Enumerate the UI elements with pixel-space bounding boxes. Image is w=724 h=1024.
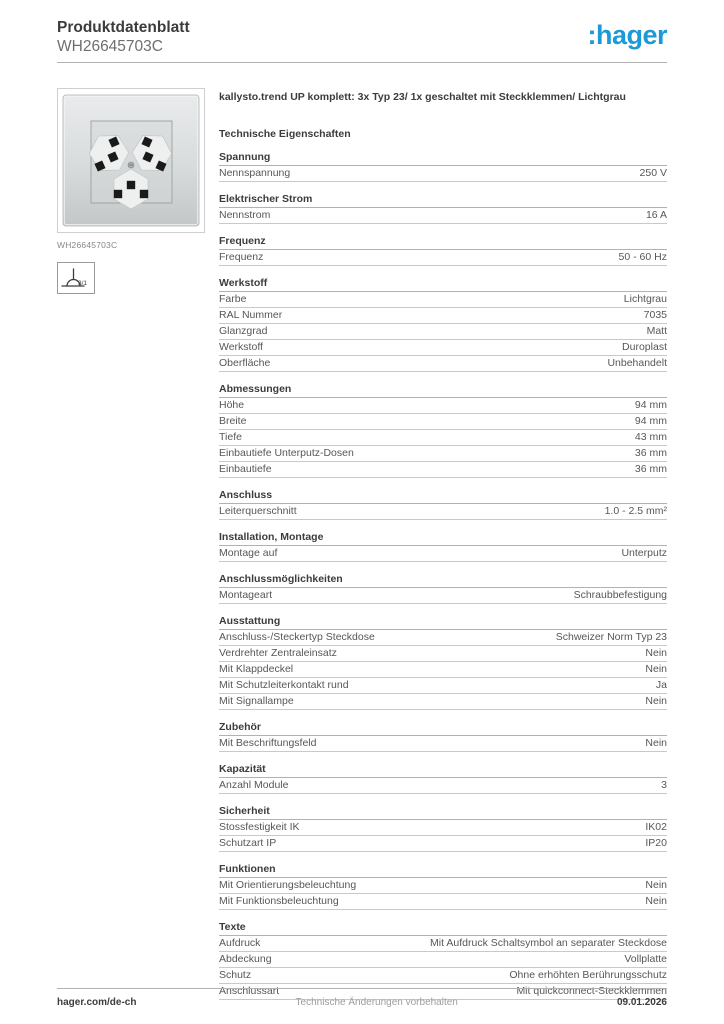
spec-section xyxy=(219,615,667,710)
spec-section xyxy=(219,573,667,604)
spec-row xyxy=(219,968,667,984)
spec-label: Mit Signallampe xyxy=(219,695,294,707)
spec-label: Mit Schutzleiterkontakt rund xyxy=(219,679,349,691)
spec-label: Anschlussart xyxy=(219,985,280,997)
spec-label: Aufdruck xyxy=(219,937,261,949)
spec-value: Vollplatte xyxy=(624,953,667,965)
spec-row xyxy=(219,340,667,356)
tech-properties-heading: Technische Eigenschaften xyxy=(219,128,351,140)
spec-value: IK02 xyxy=(645,821,667,833)
spec-value: 94 mm xyxy=(634,415,667,427)
spec-label: Tiefe xyxy=(219,431,242,443)
spec-label: Glanzgrad xyxy=(219,325,268,337)
spec-row xyxy=(219,398,667,414)
footer-disclaimer: Technische Änderungen vorbehalten xyxy=(295,997,458,1008)
hager-logo: :hager xyxy=(587,20,667,50)
spec-row xyxy=(219,778,667,794)
spec-label: Schutzart IP xyxy=(219,837,277,849)
spec-row xyxy=(219,678,667,694)
spec-value: Unbehandelt xyxy=(607,357,667,369)
footer-website-link[interactable]: hager.com/de-ch xyxy=(57,997,137,1008)
spec-value: 36 mm xyxy=(634,447,667,459)
section-heading: Kapazität xyxy=(219,763,667,778)
spec-label: Leiterquerschnitt xyxy=(219,505,297,517)
spec-row xyxy=(219,504,667,520)
section-heading: Abmessungen xyxy=(219,383,667,398)
left-column xyxy=(57,88,205,1000)
section-heading: Installation, Montage xyxy=(219,531,667,546)
section-heading: Anschlussmöglichkeiten xyxy=(219,573,667,588)
spec-section xyxy=(219,863,667,910)
spec-row xyxy=(219,630,667,646)
product-photo xyxy=(57,88,205,233)
spec-section xyxy=(219,235,667,266)
spec-label: Farbe xyxy=(219,293,247,305)
spec-label: Oberfläche xyxy=(219,357,271,369)
spec-label: Mit Funktionsbeleuchtung xyxy=(219,895,339,907)
section-heading: Texte xyxy=(219,921,667,936)
spec-row xyxy=(219,836,667,852)
footer-date: 09.01.2026 xyxy=(616,997,667,1008)
spec-value: 1.0 - 2.5 mm² xyxy=(604,505,667,517)
spec-section xyxy=(219,277,667,372)
spec-section xyxy=(219,805,667,852)
spec-value: Nein xyxy=(645,879,667,891)
section-heading: Anschluss xyxy=(219,489,667,504)
spec-label: Nennstrom xyxy=(219,209,271,221)
spec-value: Mit quickconnect-Steckklemmen xyxy=(516,985,667,997)
content-area xyxy=(0,88,724,1000)
spec-value: 3 xyxy=(661,779,667,791)
spec-value: Lichtgrau xyxy=(623,293,667,305)
spec-row xyxy=(219,736,667,752)
spec-row xyxy=(219,546,667,562)
spec-label: Montageart xyxy=(219,589,273,601)
spec-label: Frequenz xyxy=(219,251,264,263)
spec-label: Anzahl Module xyxy=(219,779,289,791)
spec-value: Matt xyxy=(646,325,667,337)
spec-value: Nein xyxy=(645,647,667,659)
spec-value: Schraubbefestigung xyxy=(573,589,667,601)
section-heading: Spannung xyxy=(219,151,667,166)
socket-product-image xyxy=(58,89,204,232)
main-column xyxy=(219,88,667,1000)
spec-section xyxy=(219,383,667,478)
document-type-title: Produktdatenblatt xyxy=(57,19,190,36)
spec-label: Stossfestigkeit IK xyxy=(219,821,300,833)
spec-value: Nein xyxy=(645,895,667,907)
spec-value: Mit Aufdruck Schaltsymbol an separater Steckdose xyxy=(430,937,667,949)
spec-row xyxy=(219,356,667,372)
spec-label: Mit Klappdeckel xyxy=(219,663,294,675)
spec-row xyxy=(219,446,667,462)
spec-section xyxy=(219,763,667,794)
page-header xyxy=(0,0,724,63)
section-heading: Funktionen xyxy=(219,863,667,878)
spec-label: Schutz xyxy=(219,969,252,981)
spec-row xyxy=(219,292,667,308)
header-title-block xyxy=(57,18,190,56)
spec-value: 50 - 60 Hz xyxy=(618,251,667,263)
product-title: kallysto.trend UP komplett: 3x Typ 23/ 1x geschaltet mit Steckklemmen/ Lichtgrau xyxy=(219,91,626,103)
spec-label: Montage auf xyxy=(219,547,278,559)
spec-section xyxy=(219,721,667,752)
spec-value: 7035 xyxy=(643,309,667,321)
spec-label: Anschluss-/Steckertyp Steckdose xyxy=(219,631,375,643)
page-footer xyxy=(57,985,667,1024)
spec-row xyxy=(219,324,667,340)
spec-value: 43 mm xyxy=(634,431,667,443)
spec-section xyxy=(219,531,667,562)
spec-value: Nein xyxy=(645,737,667,749)
spec-value: Unterputz xyxy=(621,547,667,559)
spec-row xyxy=(219,894,667,910)
spec-value: 94 mm xyxy=(634,399,667,411)
spec-row xyxy=(219,430,667,446)
section-heading: Sicherheit xyxy=(219,805,667,820)
spec-sections xyxy=(219,151,667,1000)
section-heading: Frequenz xyxy=(219,235,667,250)
section-heading: Zubehör xyxy=(219,721,667,736)
spec-row xyxy=(219,462,667,478)
spec-row xyxy=(219,646,667,662)
spec-row xyxy=(219,662,667,678)
section-heading: Werkstoff xyxy=(219,277,667,292)
spec-value: 16 A xyxy=(645,209,667,221)
spec-row xyxy=(219,936,667,952)
spec-label: Höhe xyxy=(219,399,245,411)
spec-label: Nennspannung xyxy=(219,167,291,179)
spec-label: Mit Beschriftungsfeld xyxy=(219,737,317,749)
spec-value: 36 mm xyxy=(634,463,667,475)
spec-row xyxy=(219,952,667,968)
header-divider xyxy=(57,62,667,63)
spec-label: Einbautiefe Unterputz-Dosen xyxy=(219,447,354,459)
spec-row xyxy=(219,694,667,710)
spec-row xyxy=(219,208,667,224)
section-heading: Elektrischer Strom xyxy=(219,193,667,208)
spec-row xyxy=(219,414,667,430)
spec-label: RAL Nummer xyxy=(219,309,283,321)
spec-value: Nein xyxy=(645,695,667,707)
svg-text:3/1: 3/1 xyxy=(78,280,88,287)
spec-row xyxy=(219,878,667,894)
spec-label: Abdeckung xyxy=(219,953,272,965)
spec-row xyxy=(219,820,667,836)
spec-section xyxy=(219,193,667,224)
spec-value: Ohne erhöhten Berührungsschutz xyxy=(509,969,667,981)
spec-row xyxy=(219,588,667,604)
spec-value: Ja xyxy=(655,679,667,691)
spec-row xyxy=(219,308,667,324)
spec-value: IP20 xyxy=(645,837,667,849)
spec-value: 250 V xyxy=(639,167,667,179)
spec-section xyxy=(219,151,667,182)
spec-label: Verdrehter Zentraleinsatz xyxy=(219,647,337,659)
spec-value: Duroplast xyxy=(622,341,667,353)
spec-label: Breite xyxy=(219,415,247,427)
spec-value: Nein xyxy=(645,663,667,675)
spec-label: Mit Orientierungsbeleuchtung xyxy=(219,879,357,891)
section-heading: Ausstattung xyxy=(219,615,667,630)
spec-label: Einbautiefe xyxy=(219,463,272,475)
spec-label: Werkstoff xyxy=(219,341,263,353)
header-product-code: WH26645703C xyxy=(57,38,163,55)
spec-section xyxy=(219,489,667,520)
spec-row xyxy=(219,250,667,266)
product-image-caption: WH26645703C xyxy=(57,240,118,250)
spec-value: Schweizer Norm Typ 23 xyxy=(555,631,667,643)
socket-schematic-icon xyxy=(57,262,95,294)
spec-row xyxy=(219,166,667,182)
